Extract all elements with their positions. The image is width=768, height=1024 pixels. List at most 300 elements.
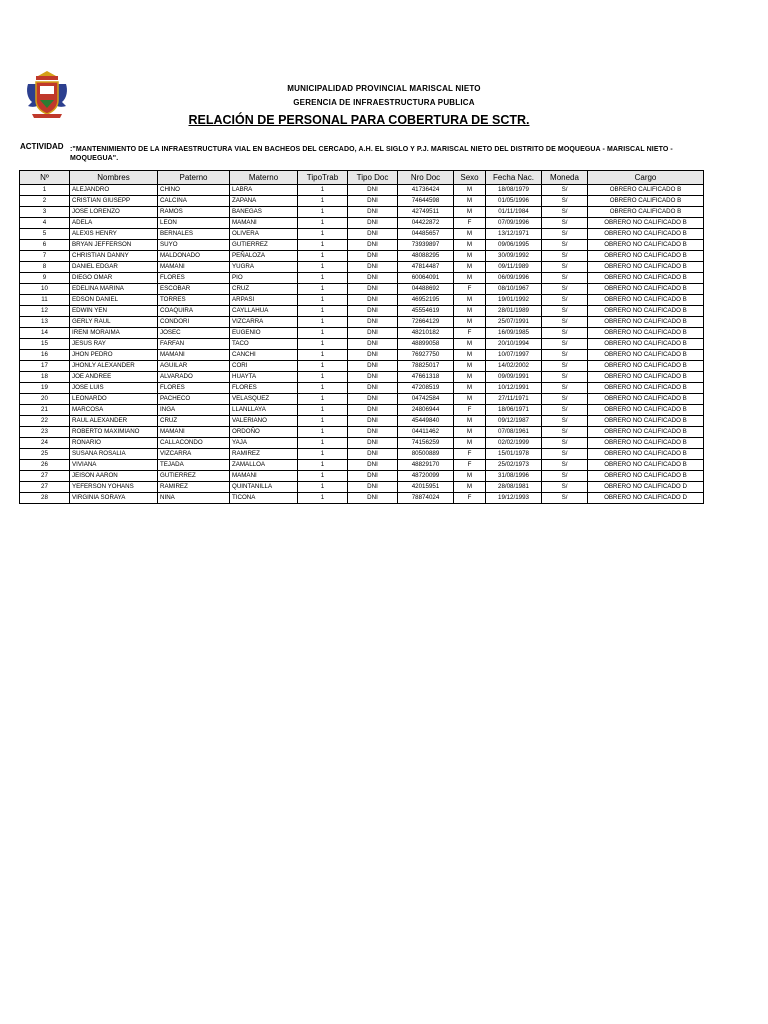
col-number-cell: 26 [20, 460, 70, 471]
col-tipotrab-cell: 1 [298, 350, 348, 361]
col-paterno-cell: FARFAN [158, 339, 230, 350]
col-materno-cell: GUTIERREZ [230, 240, 298, 251]
col-number-cell: 25 [20, 449, 70, 460]
col-moneda-cell: S/ [542, 262, 588, 273]
col-number-cell: 22 [20, 416, 70, 427]
col-paterno-cell: JOSEC [158, 328, 230, 339]
col-moneda-cell: S/ [542, 306, 588, 317]
col-nrodoc-cell: 78825017 [398, 361, 454, 372]
col-moneda-cell: S/ [542, 361, 588, 372]
col-number-cell: 12 [20, 306, 70, 317]
col-moneda-header: Moneda [542, 171, 588, 185]
col-sexo-cell: M [454, 471, 486, 482]
col-nombres-cell: JHON PEDRO [70, 350, 158, 361]
col-cargo-cell: OBRERO NO CALIFICADO B [588, 262, 704, 273]
col-tipotrab-cell: 1 [298, 416, 348, 427]
col-sexo-cell: M [454, 317, 486, 328]
col-number-cell: 4 [20, 218, 70, 229]
col-nombres-cell: LEONARDO [70, 394, 158, 405]
col-tipodoc-cell: DNI [348, 229, 398, 240]
table-row [20, 207, 704, 218]
col-nombres-cell: DANIEL EDGAR [70, 262, 158, 273]
col-fechanac-cell: 14/02/2002 [486, 361, 542, 372]
table-row [20, 361, 704, 372]
table-row [20, 471, 704, 482]
col-tipodoc-cell: DNI [348, 372, 398, 383]
col-moneda-cell: S/ [542, 240, 588, 251]
col-cargo-cell: OBRERO NO CALIFICADO B [588, 295, 704, 306]
col-materno-cell: CAYLLAHUA [230, 306, 298, 317]
col-materno-cell: ARPASI [230, 295, 298, 306]
col-tipotrab-cell: 1 [298, 405, 348, 416]
col-cargo-cell: OBRERO NO CALIFICADO B [588, 438, 704, 449]
col-materno-cell: PIO [230, 273, 298, 284]
col-materno-cell: RAMIREZ [230, 449, 298, 460]
col-moneda-cell: S/ [542, 438, 588, 449]
col-moneda-cell: S/ [542, 460, 588, 471]
col-tipodoc-cell: DNI [348, 240, 398, 251]
col-sexo-cell: M [454, 295, 486, 306]
col-fechanac-cell: 10/12/1991 [486, 383, 542, 394]
col-fechanac-cell: 08/10/1967 [486, 284, 542, 295]
col-number-cell: 11 [20, 295, 70, 306]
col-nrodoc-cell: 45554619 [398, 306, 454, 317]
col-sexo-cell: M [454, 339, 486, 350]
col-tipotrab-cell: 1 [298, 295, 348, 306]
col-number-cell: 16 [20, 350, 70, 361]
col-sexo-cell: M [454, 306, 486, 317]
col-tipodoc-cell: DNI [348, 306, 398, 317]
col-nrodoc-cell: 60064091 [398, 273, 454, 284]
col-materno-cell: CRUZ [230, 284, 298, 295]
col-sexo-cell: M [454, 438, 486, 449]
personnel-table [19, 170, 704, 504]
col-nrodoc-cell: 24806944 [398, 405, 454, 416]
col-fechanac-cell: 19/01/1992 [486, 295, 542, 306]
col-nombres-cell: YEFERSON YOHANS [70, 482, 158, 493]
col-nrodoc-cell: 80500889 [398, 449, 454, 460]
col-cargo-cell: OBRERO NO CALIFICADO B [588, 372, 704, 383]
col-fechanac-cell: 27/11/1971 [486, 394, 542, 405]
col-sexo-cell: F [454, 460, 486, 471]
col-fechanac-header: Fecha Nac. [486, 171, 542, 185]
col-nombres-cell: VIVIANA [70, 460, 158, 471]
col-tipotrab-cell: 1 [298, 493, 348, 504]
col-moneda-cell: S/ [542, 339, 588, 350]
col-cargo-cell: OBRERO NO CALIFICADO B [588, 284, 704, 295]
col-materno-cell: PEÑALOZA [230, 251, 298, 262]
table-row [20, 240, 704, 251]
col-nombres-cell: JHONLY ALEXANDER [70, 361, 158, 372]
col-cargo-cell: OBRERO NO CALIFICADO B [588, 273, 704, 284]
col-tipotrab-cell: 1 [298, 427, 348, 438]
col-materno-cell: ZAMALLOA [230, 460, 298, 471]
col-paterno-cell: CHINO [158, 185, 230, 196]
col-tipotrab-cell: 1 [298, 229, 348, 240]
col-tipotrab-cell: 1 [298, 273, 348, 284]
col-cargo-cell: OBRERO NO CALIFICADO B [588, 449, 704, 460]
col-paterno-cell: RAMOS [158, 207, 230, 218]
municipality-name: MUNICIPALIDAD PROVINCIAL MARISCAL NIETO [287, 84, 481, 93]
col-materno-cell: HUAYTA [230, 372, 298, 383]
table-row [20, 482, 704, 493]
col-tipotrab-cell: 1 [298, 361, 348, 372]
col-materno-cell: VALERIANO [230, 416, 298, 427]
col-number-cell: 1 [20, 185, 70, 196]
table-row [20, 295, 704, 306]
col-moneda-cell: S/ [542, 295, 588, 306]
col-sexo-cell: M [454, 262, 486, 273]
col-cargo-cell: OBRERO CALIFICADO B [588, 185, 704, 196]
col-tipotrab-cell: 1 [298, 185, 348, 196]
table-row [20, 218, 704, 229]
col-cargo-cell: OBRERO NO CALIFICADO B [588, 306, 704, 317]
col-paterno-cell: GUTIERREZ [158, 471, 230, 482]
col-cargo-cell: OBRERO NO CALIFICADO B [588, 240, 704, 251]
col-cargo-cell: OBRERO CALIFICADO B [588, 207, 704, 218]
col-cargo-cell: OBRERO NO CALIFICADO B [588, 394, 704, 405]
col-nombres-cell: EDWIN YEN [70, 306, 158, 317]
col-fechanac-cell: 20/10/1994 [486, 339, 542, 350]
col-number-cell: 5 [20, 229, 70, 240]
col-cargo-cell: OBRERO CALIFICADO B [588, 196, 704, 207]
col-cargo-cell: OBRERO NO CALIFICADO B [588, 328, 704, 339]
col-nrodoc-cell: 48899058 [398, 339, 454, 350]
col-nrodoc-cell: 04485657 [398, 229, 454, 240]
col-tipodoc-cell: DNI [348, 218, 398, 229]
col-number-cell: 27 [20, 482, 70, 493]
col-tipotrab-cell: 1 [298, 449, 348, 460]
col-number-cell: 7 [20, 251, 70, 262]
col-paterno-cell: CALLACONDO [158, 438, 230, 449]
col-paterno-cell: AGUILAR [158, 361, 230, 372]
table-row [20, 350, 704, 361]
col-paterno-cell: FLORES [158, 383, 230, 394]
col-tipodoc-cell: DNI [348, 471, 398, 482]
col-tipotrab-cell: 1 [298, 339, 348, 350]
col-cargo-cell: OBRERO NO CALIFICADO B [588, 218, 704, 229]
col-fechanac-cell: 28/01/1989 [486, 306, 542, 317]
col-materno-cell: TICONA [230, 493, 298, 504]
col-tipodoc-cell: DNI [348, 482, 398, 493]
col-tipodoc-cell: DNI [348, 196, 398, 207]
col-fechanac-cell: 01/05/1996 [486, 196, 542, 207]
col-number-cell: 20 [20, 394, 70, 405]
col-nrodoc-cell: 04488692 [398, 284, 454, 295]
col-tipodoc-cell: DNI [348, 251, 398, 262]
table-body [20, 185, 704, 504]
col-fechanac-cell: 10/07/1997 [486, 350, 542, 361]
col-moneda-cell: S/ [542, 350, 588, 361]
col-materno-cell: LLANLLAYA [230, 405, 298, 416]
col-tipodoc-cell: DNI [348, 207, 398, 218]
col-paterno-cell: INGA [158, 405, 230, 416]
col-materno-cell: VELASQUEZ [230, 394, 298, 405]
col-nrodoc-cell: 74156259 [398, 438, 454, 449]
col-fechanac-cell: 16/09/1985 [486, 328, 542, 339]
col-tipodoc-cell: DNI [348, 273, 398, 284]
col-tipodoc-cell: DNI [348, 284, 398, 295]
col-sexo-cell: F [454, 493, 486, 504]
col-number-cell: 14 [20, 328, 70, 339]
col-number-cell: 15 [20, 339, 70, 350]
col-tipotrab-cell: 1 [298, 438, 348, 449]
col-sexo-cell: M [454, 482, 486, 493]
col-tipodoc-cell: DNI [348, 449, 398, 460]
col-materno-cell: FLORES [230, 383, 298, 394]
table-row [20, 416, 704, 427]
col-fechanac-cell: 19/12/1993 [486, 493, 542, 504]
col-tipotrab-cell: 1 [298, 218, 348, 229]
table-row [20, 306, 704, 317]
col-materno-header: Materno [230, 171, 298, 185]
table-row [20, 449, 704, 460]
col-sexo-cell: M [454, 185, 486, 196]
col-paterno-cell: COAQUIRA [158, 306, 230, 317]
col-moneda-cell: S/ [542, 482, 588, 493]
col-tipodoc-cell: DNI [348, 361, 398, 372]
col-nrodoc-cell: 04422872 [398, 218, 454, 229]
col-moneda-cell: S/ [542, 416, 588, 427]
col-nombres-cell: MARCOSA [70, 405, 158, 416]
col-fechanac-cell: 09/06/1995 [486, 240, 542, 251]
col-number-cell: 18 [20, 372, 70, 383]
col-nombres-cell: CRISTIAN GIUSEPP [70, 196, 158, 207]
col-cargo-cell: OBRERO NO CALIFICADO B [588, 471, 704, 482]
col-tipodoc-cell: DNI [348, 328, 398, 339]
col-number-header: Nº [20, 171, 70, 185]
col-fechanac-cell: 01/11/1984 [486, 207, 542, 218]
col-cargo-cell: OBRERO NO CALIFICADO B [588, 251, 704, 262]
col-paterno-cell: MAMANI [158, 427, 230, 438]
col-nombres-cell: RAUL ALEXANDER [70, 416, 158, 427]
col-number-cell: 27 [20, 471, 70, 482]
col-number-cell: 3 [20, 207, 70, 218]
col-materno-cell: MAMANI [230, 218, 298, 229]
col-sexo-cell: F [454, 449, 486, 460]
col-sexo-cell: M [454, 383, 486, 394]
col-fechanac-cell: 18/08/1979 [486, 185, 542, 196]
table-row [20, 427, 704, 438]
col-moneda-cell: S/ [542, 394, 588, 405]
col-tipotrab-cell: 1 [298, 471, 348, 482]
col-nombres-cell: JOSE LUIS [70, 383, 158, 394]
col-paterno-header: Paterno [158, 171, 230, 185]
col-paterno-cell: ESCOBAR [158, 284, 230, 295]
col-nrodoc-cell: 47661318 [398, 372, 454, 383]
table-row [20, 262, 704, 273]
col-tipotrab-cell: 1 [298, 482, 348, 493]
col-nombres-cell: ALEJANDRO [70, 185, 158, 196]
col-cargo-cell: OBRERO NO CALIFICADO B [588, 416, 704, 427]
col-nombres-cell: SUSANA ROSALIA [70, 449, 158, 460]
col-fechanac-cell: 30/09/1992 [486, 251, 542, 262]
col-paterno-cell: TORRES [158, 295, 230, 306]
col-moneda-cell: S/ [542, 196, 588, 207]
col-sexo-cell: M [454, 196, 486, 207]
col-fechanac-cell: 09/12/1987 [486, 416, 542, 427]
col-moneda-cell: S/ [542, 284, 588, 295]
table-row [20, 372, 704, 383]
col-fechanac-cell: 06/09/1996 [486, 273, 542, 284]
col-materno-cell: ZAPANA [230, 196, 298, 207]
col-nrodoc-cell: 45449840 [398, 416, 454, 427]
activity-description: :"MANTENIMIENTO DE LA INFRAESTRUCTURA VIAL EN BACHEOS DEL CERCADO, A.H. EL SIGLO Y P.J. MARISCAL NIETO DEL DISTRITO DE MOQUEGUA - MARISCAL NIETO - MOQUEGUA". [70, 146, 673, 162]
col-fechanac-cell: 09/11/1989 [486, 262, 542, 273]
col-sexo-header: Sexo [454, 171, 486, 185]
col-fechanac-cell: 31/08/1996 [486, 471, 542, 482]
col-moneda-cell: S/ [542, 493, 588, 504]
col-tipotrab-cell: 1 [298, 460, 348, 471]
col-nrodoc-cell: 48720099 [398, 471, 454, 482]
table-row [20, 284, 704, 295]
col-tipotrab-cell: 1 [298, 383, 348, 394]
col-cargo-cell: OBRERO NO CALIFICADO B [588, 427, 704, 438]
col-nrodoc-cell: 76927750 [398, 350, 454, 361]
col-sexo-cell: M [454, 416, 486, 427]
col-materno-cell: CANCHI [230, 350, 298, 361]
table-row [20, 328, 704, 339]
col-number-cell: 24 [20, 438, 70, 449]
col-fechanac-cell: 25/02/1973 [486, 460, 542, 471]
col-materno-cell: LABRA [230, 185, 298, 196]
col-cargo-cell: OBRERO NO CALIFICADO B [588, 350, 704, 361]
col-tipodoc-cell: DNI [348, 350, 398, 361]
col-tipotrab-cell: 1 [298, 262, 348, 273]
col-nrodoc-cell: 04411462 [398, 427, 454, 438]
col-sexo-cell: M [454, 251, 486, 262]
col-nombres-cell: RONARIO [70, 438, 158, 449]
col-nombres-cell: CHRISTIAN DANNY [70, 251, 158, 262]
col-tipotrab-cell: 1 [298, 394, 348, 405]
col-nrodoc-cell: 42749511 [398, 207, 454, 218]
col-number-cell: 10 [20, 284, 70, 295]
col-fechanac-cell: 07/09/1996 [486, 218, 542, 229]
col-paterno-cell: RAMIREZ [158, 482, 230, 493]
col-tipodoc-cell: DNI [348, 262, 398, 273]
col-cargo-cell: OBRERO NO CALIFICADO B [588, 361, 704, 372]
col-number-cell: 9 [20, 273, 70, 284]
col-nrodoc-cell: 48829170 [398, 460, 454, 471]
col-number-cell: 2 [20, 196, 70, 207]
col-nrodoc-cell: 72664129 [398, 317, 454, 328]
col-nrodoc-cell: 48210182 [398, 328, 454, 339]
col-materno-cell: TACO [230, 339, 298, 350]
col-tipodoc-cell: DNI [348, 438, 398, 449]
col-fechanac-cell: 13/12/1971 [486, 229, 542, 240]
col-paterno-cell: MAMANI [158, 350, 230, 361]
col-nrodoc-cell: 74644598 [398, 196, 454, 207]
table-row [20, 317, 704, 328]
col-tipotrab-cell: 1 [298, 306, 348, 317]
col-nombres-cell: GERLY RAUL [70, 317, 158, 328]
col-tipodoc-cell: DNI [348, 405, 398, 416]
col-tipotrab-cell: 1 [298, 196, 348, 207]
col-number-cell: 19 [20, 383, 70, 394]
col-moneda-cell: S/ [542, 229, 588, 240]
col-cargo-header: Cargo [588, 171, 704, 185]
col-materno-cell: CORI [230, 361, 298, 372]
col-materno-cell: VIZCARRA [230, 317, 298, 328]
col-tipodoc-header: Tipo Doc [348, 171, 398, 185]
col-materno-cell: YAJA [230, 438, 298, 449]
col-paterno-cell: TEJADA [158, 460, 230, 471]
col-sexo-cell: F [454, 284, 486, 295]
col-materno-cell: BANEGAS [230, 207, 298, 218]
col-cargo-cell: OBRERO NO CALIFICADO B [588, 405, 704, 416]
table-row [20, 438, 704, 449]
col-sexo-cell: M [454, 273, 486, 284]
col-fechanac-cell: 09/09/1991 [486, 372, 542, 383]
col-number-cell: 23 [20, 427, 70, 438]
col-tipotrab-cell: 1 [298, 240, 348, 251]
col-materno-cell: YUGRA [230, 262, 298, 273]
table-row [20, 339, 704, 350]
col-sexo-cell: M [454, 427, 486, 438]
col-nombres-cell: JEISON AARON [70, 471, 158, 482]
col-tipodoc-cell: DNI [348, 339, 398, 350]
col-nrodoc-cell: 78874024 [398, 493, 454, 504]
col-sexo-cell: M [454, 361, 486, 372]
col-paterno-cell: NINA [158, 493, 230, 504]
col-nombres-cell: ADELA [70, 218, 158, 229]
col-paterno-cell: CRUZ [158, 416, 230, 427]
col-sexo-cell: F [454, 328, 486, 339]
col-materno-cell: EUGENIO [230, 328, 298, 339]
col-paterno-cell: VIZCARRA [158, 449, 230, 460]
col-tipotrab-cell: 1 [298, 207, 348, 218]
col-nrodoc-cell: 46952195 [398, 295, 454, 306]
col-sexo-cell: M [454, 372, 486, 383]
col-tipotrab-cell: 1 [298, 317, 348, 328]
table-row [20, 185, 704, 196]
col-tipodoc-cell: DNI [348, 383, 398, 394]
col-sexo-cell: F [454, 405, 486, 416]
activity-label: ACTIVIDAD [20, 142, 64, 151]
col-tipodoc-cell: DNI [348, 427, 398, 438]
table-row [20, 460, 704, 471]
col-moneda-cell: S/ [542, 273, 588, 284]
col-tipodoc-cell: DNI [348, 317, 398, 328]
col-nombres-cell: JOSE LORENZO [70, 207, 158, 218]
col-materno-cell: ORDOÑO [230, 427, 298, 438]
table-row [20, 196, 704, 207]
col-paterno-cell: SUYO [158, 240, 230, 251]
col-paterno-cell: LEON [158, 218, 230, 229]
col-nrodoc-cell: 42015951 [398, 482, 454, 493]
col-nrodoc-cell: 48088295 [398, 251, 454, 262]
col-materno-cell: QUINTANILLA [230, 482, 298, 493]
col-nombres-header: Nombres [70, 171, 158, 185]
col-fechanac-cell: 07/08/1961 [486, 427, 542, 438]
col-paterno-cell: MAMANI [158, 262, 230, 273]
col-number-cell: 21 [20, 405, 70, 416]
col-fechanac-cell: 02/02/1999 [486, 438, 542, 449]
col-nrodoc-cell: 41736424 [398, 185, 454, 196]
col-cargo-cell: OBRERO NO CALIFICADO D [588, 493, 704, 504]
table-row [20, 493, 704, 504]
col-nrodoc-cell: 47814487 [398, 262, 454, 273]
page-title: RELACIÓN DE PERSONAL PARA COBERTURA DE SCTR. [188, 113, 530, 127]
col-moneda-cell: S/ [542, 471, 588, 482]
col-moneda-cell: S/ [542, 427, 588, 438]
col-moneda-cell: S/ [542, 372, 588, 383]
col-sexo-cell: M [454, 350, 486, 361]
table-row [20, 394, 704, 405]
col-paterno-cell: FLORES [158, 273, 230, 284]
col-cargo-cell: OBRERO NO CALIFICADO D [588, 482, 704, 493]
col-cargo-cell: OBRERO NO CALIFICADO B [588, 229, 704, 240]
